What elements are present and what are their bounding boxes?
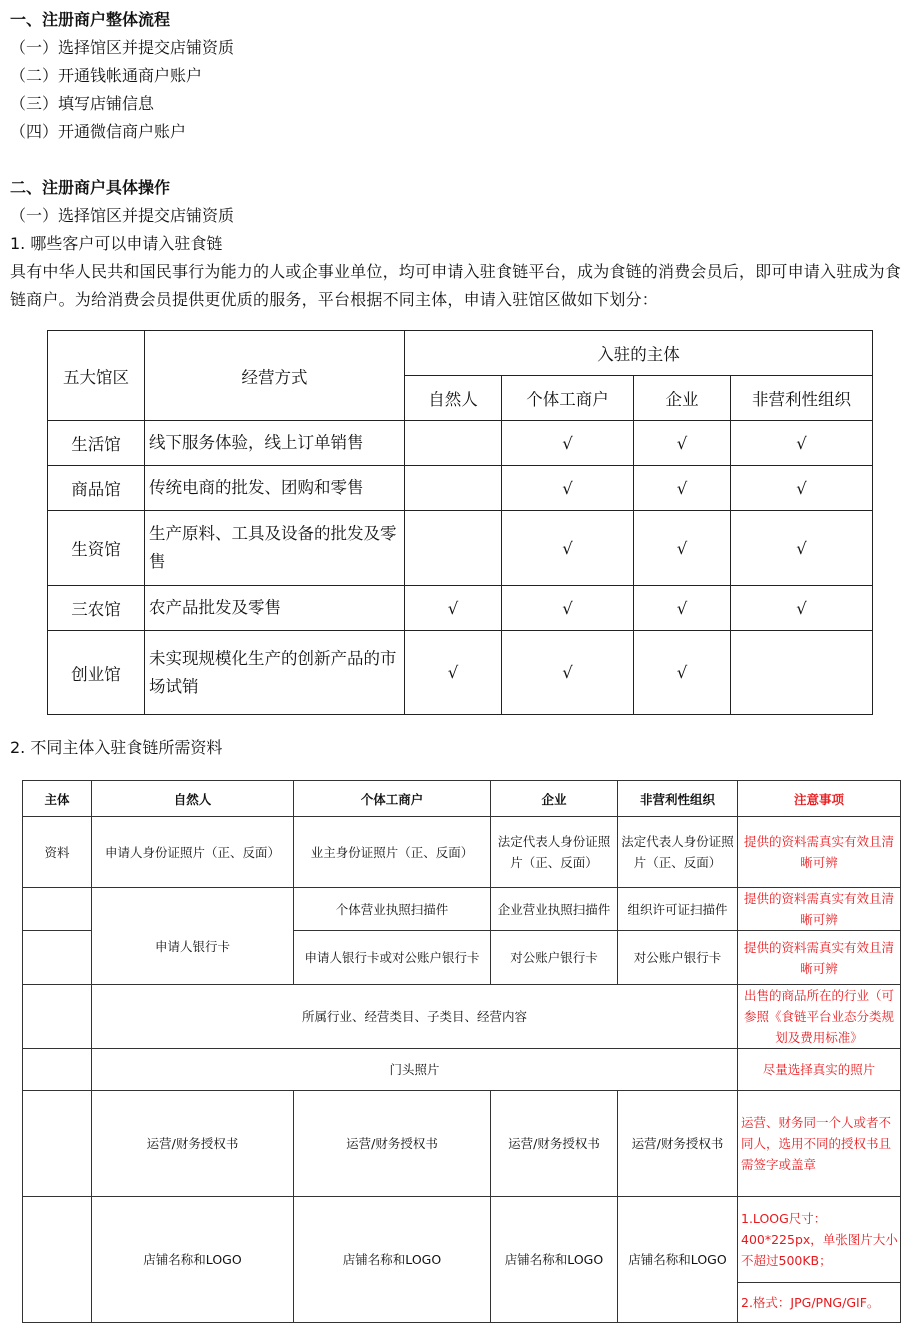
question-2: 2. 不同主体入驻食链所需资料 xyxy=(10,738,223,757)
step-2: （二）开通钱帐通商户账户 xyxy=(10,66,203,85)
note-cell-logo-format: 2.格式：JPG/PNG/GIF。 xyxy=(738,1283,901,1323)
hall-name: 生资馆 xyxy=(48,511,145,586)
authorization-cell: 运营/财务授权书 xyxy=(491,1091,618,1197)
note-cell: 尽量选择真实的照片 xyxy=(738,1049,901,1091)
note-cell: 运营、财务同一个人或者不同人，选用不同的授权书且需签字或盖章 xyxy=(738,1091,901,1197)
note-cell: 提供的资料需真实有效且清晰可辨 xyxy=(738,817,901,888)
note-cell: 出售的商品所在的行业（可参照《食链平台业态分类规划及费用标准》 xyxy=(738,985,901,1049)
check-cell: √ xyxy=(634,631,731,715)
logo-cell: 店铺名称和LOGO xyxy=(618,1197,738,1323)
check-cell: √ xyxy=(634,421,731,466)
industry-cell: 所属行业、经营类目、子类目、经营内容 xyxy=(92,985,738,1049)
check-cell: √ xyxy=(634,466,731,511)
table-row xyxy=(23,817,901,888)
empty-cell xyxy=(23,1197,92,1323)
empty-cell xyxy=(23,888,92,931)
id-photo-cell: 法定代表人身份证照片（正、反面） xyxy=(618,817,738,888)
check-cell: √ xyxy=(405,586,502,631)
table-row xyxy=(48,421,873,466)
question-1: 1. 哪些客户可以申请入驻食链 xyxy=(10,234,223,253)
header-subject: 企业 xyxy=(634,376,731,421)
header-subject: 主体 xyxy=(23,781,92,817)
check-cell: √ xyxy=(634,586,731,631)
header-notes: 注意事项 xyxy=(738,781,901,817)
note-cell: 提供的资料需真实有效且清晰可辨 xyxy=(738,888,901,931)
logo-cell: 店铺名称和LOGO xyxy=(491,1197,618,1323)
check-cell xyxy=(405,466,502,511)
check-cell: √ xyxy=(502,631,634,715)
header-nonprofit: 非营利性组织 xyxy=(618,781,738,817)
step-4: （四）开通微信商户账户 xyxy=(10,122,187,141)
check-cell: √ xyxy=(502,466,634,511)
check-cell: √ xyxy=(634,511,731,586)
license-cell: 企业营业执照扫描件 xyxy=(491,888,618,931)
table-row xyxy=(23,1197,901,1283)
hall-name: 创业馆 xyxy=(48,631,145,715)
check-cell: √ xyxy=(731,586,873,631)
hall-name: 生活馆 xyxy=(48,421,145,466)
table-row xyxy=(48,631,873,715)
check-cell: √ xyxy=(502,421,634,466)
check-cell: √ xyxy=(731,511,873,586)
row-label: 资料 xyxy=(23,817,92,888)
bank-cell: 申请人银行卡 xyxy=(92,888,294,985)
hall-table xyxy=(47,330,873,715)
check-cell: √ xyxy=(731,466,873,511)
header-mode: 经营方式 xyxy=(145,331,405,421)
authorization-cell: 运营/财务授权书 xyxy=(92,1091,294,1197)
empty-cell xyxy=(23,1091,92,1197)
table-row xyxy=(48,466,873,511)
check-cell xyxy=(405,421,502,466)
check-cell: √ xyxy=(502,511,634,586)
logo-cell: 店铺名称和LOGO xyxy=(294,1197,491,1323)
section2-sub1: （一）选择馆区并提交店铺资质 xyxy=(10,206,235,225)
license-cell: 个体营业执照扫描件 xyxy=(294,888,491,931)
header-subject: 个体工商户 xyxy=(502,376,634,421)
hall-mode: 传统电商的批发、团购和零售 xyxy=(145,466,405,511)
hall-mode: 未实现规模化生产的创新产品的市场试销 xyxy=(145,631,405,715)
id-photo-cell: 法定代表人身份证照片（正、反面） xyxy=(491,817,618,888)
header-enterprise: 企业 xyxy=(491,781,618,817)
bank-cell: 申请人银行卡或对公账户银行卡 xyxy=(294,931,491,985)
empty-cell xyxy=(23,985,92,1049)
empty-cell xyxy=(23,931,92,985)
hall-mode: 生产原料、工具及设备的批发及零售 xyxy=(145,511,405,586)
check-cell xyxy=(405,511,502,586)
id-photo-cell: 业主身份证照片（正、反面） xyxy=(294,817,491,888)
hall-name: 三农馆 xyxy=(48,586,145,631)
header-subject-group: 入驻的主体 xyxy=(405,331,873,376)
bank-cell: 对公账户银行卡 xyxy=(491,931,618,985)
hall-mode: 农产品批发及零售 xyxy=(145,586,405,631)
bank-cell: 对公账户银行卡 xyxy=(618,931,738,985)
note-cell-logo-size: 1.LOOG尺寸：400*225px，单张图片大小不超过500KB； xyxy=(738,1197,901,1283)
section1-title: 一、注册商户整体流程 xyxy=(10,10,171,29)
hall-name: 商品馆 xyxy=(48,466,145,511)
empty-cell xyxy=(23,1049,92,1091)
section2-title: 二、注册商户具体操作 xyxy=(10,178,171,197)
header-individual-business: 个体工商户 xyxy=(294,781,491,817)
header-hall: 五大馆区 xyxy=(48,331,145,421)
table-row xyxy=(23,1091,901,1197)
header-natural-person: 自然人 xyxy=(92,781,294,817)
logo-cell: 店铺名称和LOGO xyxy=(92,1197,294,1323)
materials-table xyxy=(22,780,901,1323)
table-row xyxy=(23,1049,901,1091)
storefront-cell: 门头照片 xyxy=(92,1049,738,1091)
license-cell: 组织许可证扫描件 xyxy=(618,888,738,931)
table-row xyxy=(23,888,901,931)
step-1: （一）选择馆区并提交店铺资质 xyxy=(10,38,235,57)
check-cell xyxy=(731,631,873,715)
authorization-cell: 运营/财务授权书 xyxy=(294,1091,491,1197)
step-3: （三）填写店铺信息 xyxy=(10,94,155,113)
note-cell: 提供的资料需真实有效且清晰可辨 xyxy=(738,931,901,985)
id-photo-cell: 申请人身份证照片（正、反面） xyxy=(92,817,294,888)
authorization-cell: 运营/财务授权书 xyxy=(618,1091,738,1197)
table-row xyxy=(48,511,873,586)
intro-paragraph: 具有中华人民共和国民事行为能力的人或企事业单位，均可申请入驻食链平台，成为食链的消费会员后，即可申请入驻成为食链商户。为给消费会员提供更优质的服务，平台根据不同主体，申请入驻馆区做如下划分： xyxy=(10,262,902,309)
check-cell: √ xyxy=(502,586,634,631)
check-cell: √ xyxy=(405,631,502,715)
header-subject: 非营利性组织 xyxy=(731,376,873,421)
table-row xyxy=(23,985,901,1049)
table-row xyxy=(48,586,873,631)
check-cell: √ xyxy=(731,421,873,466)
header-subject: 自然人 xyxy=(405,376,502,421)
hall-mode: 线下服务体验，线上订单销售 xyxy=(145,421,405,466)
